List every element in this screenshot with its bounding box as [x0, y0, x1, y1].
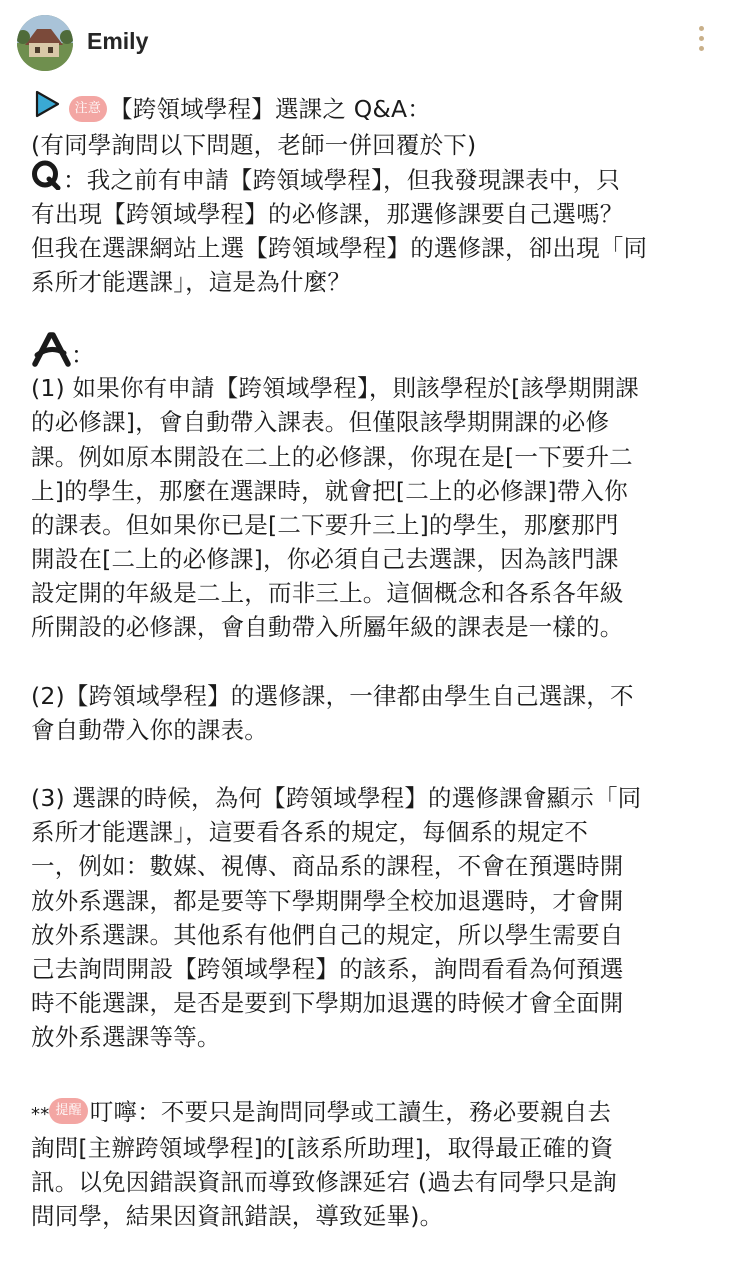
post-body — [31, 88, 703, 1233]
reminder-badge: 提醒 — [49, 1098, 87, 1124]
answer-3-line: 時不能選課，是否是要到下學期加退選的時候才會全面開 — [31, 989, 624, 1018]
answer-2-line: 會自動帶入你的課表。 — [31, 715, 268, 744]
answer-3-line: 放外系選課。其他系有他們自己的規定，所以學生需要自 — [31, 920, 624, 949]
answer-1-line: 所開設的必修課，會自動帶入所屬年級的課表是一樣的。 — [31, 613, 624, 642]
reminder-text-1: 叮嚀：不要只是詢問同學或工讀生，務必要親自去 — [89, 1097, 612, 1126]
username[interactable]: Emily — [87, 28, 149, 54]
spacer — [31, 299, 703, 333]
answer-3-line: 放外系選課，都是要等下學期開學全校加退選時，才會開 — [31, 886, 624, 915]
answer-3-line: 系所才能選課」，這要看各系的規定，每個系的規定不 — [31, 818, 589, 847]
answer-1-line: 課。例如原本開設在二上的必修課，你現在是[一下要升二 — [31, 442, 633, 471]
question-line-2: 有出現【跨領域學程】的必修課，那選修課要自己選嗎？ — [31, 199, 624, 228]
answer-2-line: (2)【跨領域學程】的選修課，一律都由學生自己選課，不 — [31, 681, 634, 710]
answer-heading — [31, 333, 703, 371]
answer-1-line: 設定開的年級是二上，而非三上。這個概念和各系各年級 — [31, 579, 624, 608]
post-title: 【跨領域學程】選課之 Q&A： — [109, 95, 431, 124]
answer-1-line: 的必修課]，會自動帶入課表。但僅限該學期開課的必修 — [31, 408, 610, 437]
notice-badge: 注意 — [69, 96, 107, 122]
answer-1-line: 開設在[二上的必修課]，你必須自己去選課，因為該門課 — [31, 545, 619, 574]
post-subtitle: (有同學詢問以下問題，老師一併回覆於下) — [31, 131, 477, 160]
avatar[interactable] — [17, 15, 73, 71]
q-letter-icon — [31, 160, 63, 199]
post-header — [0, 0, 733, 86]
reminder-prefix: ** — [31, 1103, 50, 1125]
answer-3-line: 己去詢問開設【跨領域學程】的該系，詢問看看為何預選 — [31, 954, 624, 983]
reminder-line-3: 訊。以免因錯誤資訊而導致修課延宕 (過去有同學只是詢 — [31, 1167, 617, 1196]
question-line-1 — [31, 162, 703, 196]
reminder-line-4: 問同學，結果因資訊錯誤，導致延畢)。 — [31, 1201, 444, 1230]
a-letter-icon — [31, 331, 71, 378]
answer-3-line: 一，例如：數媒、視傳、商品系的課程，不會在預選時開 — [31, 852, 624, 881]
answer-3-line: 放外系選課等等。 — [31, 1023, 221, 1052]
answer-1-line: 的課表。但如果你已是[二下要升三上]的學生，那麼那門 — [31, 510, 619, 539]
answer-colon: ： — [71, 341, 95, 370]
question-line-3: 但我在選課網站上選【跨領域學程】的選修課，卻出現「同 — [31, 233, 648, 262]
more-options-icon[interactable] — [694, 26, 708, 60]
spacer — [31, 747, 703, 781]
spacer — [31, 1055, 703, 1093]
play-icon — [31, 89, 61, 128]
answer-1-line: 上]的學生，那麼在選課時，就會把[二上的必修課]帶入你 — [31, 476, 628, 505]
reminder-line-2: 詢問[主辦跨領域學程]的[該系所助理]，取得最正確的資 — [31, 1133, 614, 1162]
question-text-1: ：我之前有申請【跨領域學程】，但我發現課表中，只 — [63, 166, 621, 195]
answer-1-line: (1) 如果你有申請【跨領域學程】，則該學程於[該學期開課 — [31, 374, 639, 403]
answer-3-line: (3) 選課的時候，為何【跨領域學程】的選修課會顯示「同 — [31, 784, 642, 812]
post-title-line — [31, 91, 703, 125]
spacer — [31, 645, 703, 679]
question-line-4: 系所才能選課」，這是為什麼？ — [31, 267, 352, 296]
reminder-line-1 — [31, 1093, 703, 1131]
